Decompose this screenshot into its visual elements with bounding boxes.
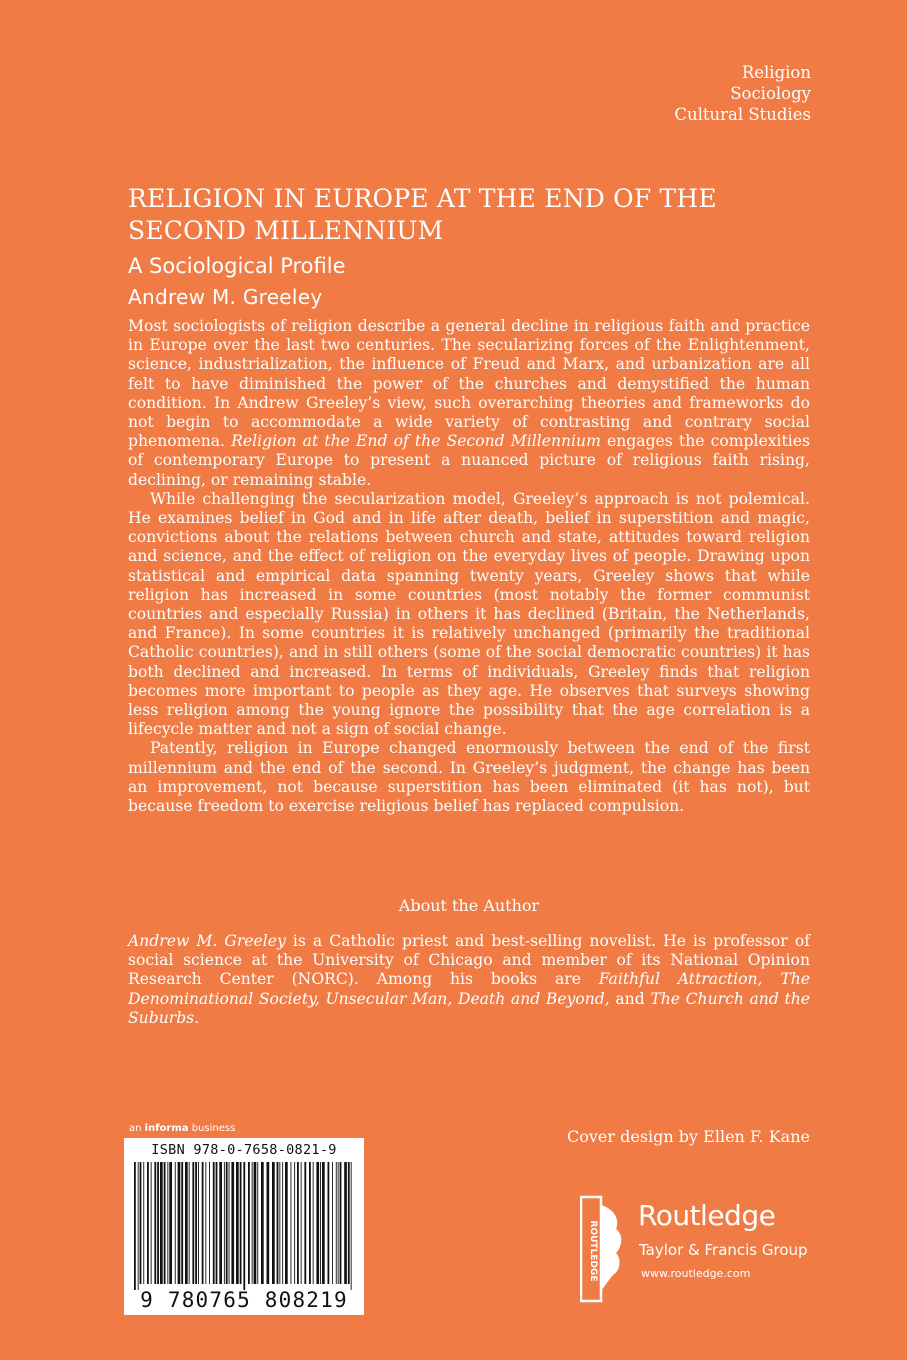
title-line-1: RELIGION IN EUROPE AT THE END OF THE bbox=[128, 184, 717, 213]
barcode-bar bbox=[309, 1162, 311, 1284]
emblem-text: ROUTLEDGE bbox=[588, 1220, 598, 1282]
barcode-bar bbox=[304, 1162, 306, 1284]
blurb-p1-text: Most sociologists of religion describe a general decline in religious faith and practice in Europe over the last two centuries. The secularizing forces of the Enlightenment, science, industrialization, the influence of Freud and Marx, and urbanization are all felt to have diminished the power of the churches and demystified the human condition. In Andrew Greeley’s view, such overarching theories and frameworks do not begin to accommodate a wide variety of contrasting and contrary social phenomena. bbox=[128, 317, 810, 451]
barcode-bar bbox=[336, 1162, 337, 1284]
barcode-bar bbox=[181, 1162, 183, 1284]
barcode-bar bbox=[248, 1162, 250, 1284]
barcode-bar bbox=[167, 1162, 168, 1284]
barcode-bar bbox=[338, 1162, 339, 1284]
barcode-bar bbox=[192, 1162, 194, 1284]
about-author bbox=[128, 932, 810, 1028]
barcode-bar bbox=[291, 1162, 292, 1284]
barcode-bar bbox=[340, 1162, 342, 1284]
blurb-p1-book-title: Religion at the End of the Second Millennium bbox=[231, 432, 601, 451]
barcode-bar bbox=[213, 1162, 215, 1284]
barcode-bar bbox=[344, 1162, 347, 1284]
barcode-bar bbox=[261, 1162, 264, 1284]
barcode-bar bbox=[143, 1162, 144, 1284]
barcode-bar bbox=[195, 1162, 197, 1284]
barcode-bar bbox=[316, 1162, 319, 1284]
barcode-bar bbox=[297, 1162, 299, 1284]
barcode-bar bbox=[294, 1162, 295, 1284]
barcode-bar bbox=[151, 1162, 152, 1284]
barcode-bar bbox=[272, 1162, 275, 1284]
book-title bbox=[128, 183, 717, 247]
barcode-bar bbox=[322, 1162, 325, 1284]
about-author-paragraph bbox=[128, 932, 810, 1028]
barcode-bar bbox=[216, 1162, 218, 1284]
barcode-bar bbox=[185, 1162, 188, 1284]
publisher-logo bbox=[580, 1195, 820, 1305]
barcode-bar bbox=[229, 1162, 230, 1284]
barcode-bar bbox=[301, 1162, 302, 1284]
blurb-paragraph-2: While challenging the secularization model, Greeley’s approach is not polemical. He examines belief in God and in life after death, belief in superstition and magic, convictions about the relations between church and state, attitudes toward religion and science, and the effect of religion on the everyday lives of people. Drawing upon statistical and empirical data spanning twenty years, Greeley shows that while religion has increased in some countries (most notably the former communist countries and especially Russia) in others it has declined (Britain, the Netherlands, and France). In some countries it is relatively unchanged (primarily the traditional Catholic countries), and in still others (some of the social democratic countries) it has both declined and increased. In terms of individuals, Greeley finds that religion becomes more important to people as they age. He observes that surveys showing less religion among the young ignore the possibility that the age correlation is a lifecycle matter and not a sign of social change. bbox=[128, 489, 810, 739]
barcode-bar bbox=[198, 1162, 199, 1284]
barcode-bar bbox=[285, 1162, 288, 1284]
publisher-group: Taylor & Francis Group bbox=[639, 1241, 808, 1259]
blurb bbox=[128, 317, 810, 816]
barcode-bar bbox=[157, 1162, 159, 1284]
book-author: Andrew M. Greeley bbox=[128, 285, 323, 309]
barcode-bar bbox=[154, 1162, 156, 1284]
blurb-paragraph-3: Patently, religion in Europe changed enormously between the end of the first millennium and the end of the second. In Greeley’s judgment, the change has been an improvement, not because superstition has been eliminated (it has not), but because freedom to exercise religious belief has replaced compulsion. bbox=[128, 739, 810, 816]
barcode-bar bbox=[231, 1162, 234, 1284]
barcode-bar bbox=[160, 1162, 163, 1284]
informa-business-tag bbox=[129, 1123, 235, 1134]
barcode-bar bbox=[202, 1162, 204, 1284]
barcode-bar bbox=[138, 1162, 139, 1290]
barcode-bar bbox=[267, 1162, 270, 1284]
book-subtitle: A Sociological Profile bbox=[128, 254, 346, 278]
barcode-bar bbox=[328, 1162, 330, 1284]
barcode-bar bbox=[178, 1162, 181, 1284]
barcode-bar bbox=[240, 1162, 242, 1284]
about-text-3: . bbox=[194, 1008, 200, 1027]
barcode-bar bbox=[226, 1162, 228, 1284]
isbn-barcode bbox=[124, 1138, 364, 1315]
barcode-bar bbox=[279, 1162, 280, 1284]
barcode-bar bbox=[332, 1162, 333, 1284]
barcode-bar bbox=[164, 1162, 166, 1284]
barcode-bar bbox=[236, 1162, 239, 1284]
about-text-2: and bbox=[609, 989, 651, 1008]
barcode-bar bbox=[209, 1162, 210, 1284]
publisher-url: www.routledge.com bbox=[641, 1267, 751, 1280]
blurb-p1-text-2: engages the complexities of contemporary Europe to present a nuanced picture of religious faith rising, declining, or remaining stable. bbox=[128, 432, 810, 489]
subject-categories bbox=[674, 62, 811, 125]
routledge-emblem-icon bbox=[580, 1195, 626, 1305]
publisher-name: Routledge bbox=[638, 1199, 776, 1232]
title-line-2: SECOND MILLENNIUM bbox=[128, 216, 444, 245]
barcode-bar bbox=[219, 1162, 222, 1284]
ean-digits: 9 780765 808219 bbox=[140, 1288, 348, 1312]
about-author-name: Andrew M. Greeley bbox=[128, 932, 286, 950]
category-cultural-studies: Cultural Studies bbox=[674, 105, 811, 124]
barcode-bar bbox=[224, 1162, 225, 1284]
category-religion: Religion bbox=[741, 63, 811, 82]
barcode-bar bbox=[169, 1162, 172, 1284]
barcode-bar bbox=[189, 1162, 190, 1284]
barcode-bar bbox=[243, 1162, 245, 1290]
cover-design-credit: Cover design by Ellen F. Kane bbox=[567, 1127, 810, 1146]
isbn-label: ISBN 978-0-7658-0821-9 bbox=[151, 1142, 337, 1158]
about-books-1: Faithful Attraction, The Denominational Society, Unsecular Man, Death and Beyond, bbox=[128, 970, 810, 1008]
barcode-bar bbox=[140, 1162, 142, 1284]
barcode-bar bbox=[205, 1162, 206, 1284]
barcode-bar bbox=[348, 1162, 350, 1284]
barcode-bar bbox=[252, 1162, 253, 1284]
barcode-bar bbox=[257, 1162, 258, 1284]
category-sociology: Sociology bbox=[730, 84, 811, 103]
barcode-bar bbox=[313, 1162, 314, 1284]
informa-bold: informa bbox=[144, 1123, 189, 1134]
barcode-bar bbox=[351, 1162, 352, 1290]
barcode-bar bbox=[277, 1162, 279, 1284]
informa-prefix: an bbox=[129, 1123, 145, 1134]
about-books-2: The Church and the Suburbs bbox=[128, 989, 810, 1027]
barcode-bar bbox=[175, 1162, 176, 1284]
about-author-heading: About the Author bbox=[398, 896, 540, 915]
blurb-paragraph-1 bbox=[128, 317, 810, 490]
barcode-bar bbox=[134, 1162, 136, 1290]
barcode-bar bbox=[320, 1162, 321, 1284]
barcode-bar bbox=[147, 1162, 149, 1284]
informa-suffix: business bbox=[188, 1123, 236, 1134]
barcode-bar bbox=[282, 1162, 283, 1284]
about-text-1: is a Catholic priest and best-selling novelist. He is professor of social science at the University of Chicago and member of its National Opinion Research Center (NORC). Among his books are bbox=[128, 932, 810, 989]
barcode-bar bbox=[254, 1162, 257, 1284]
